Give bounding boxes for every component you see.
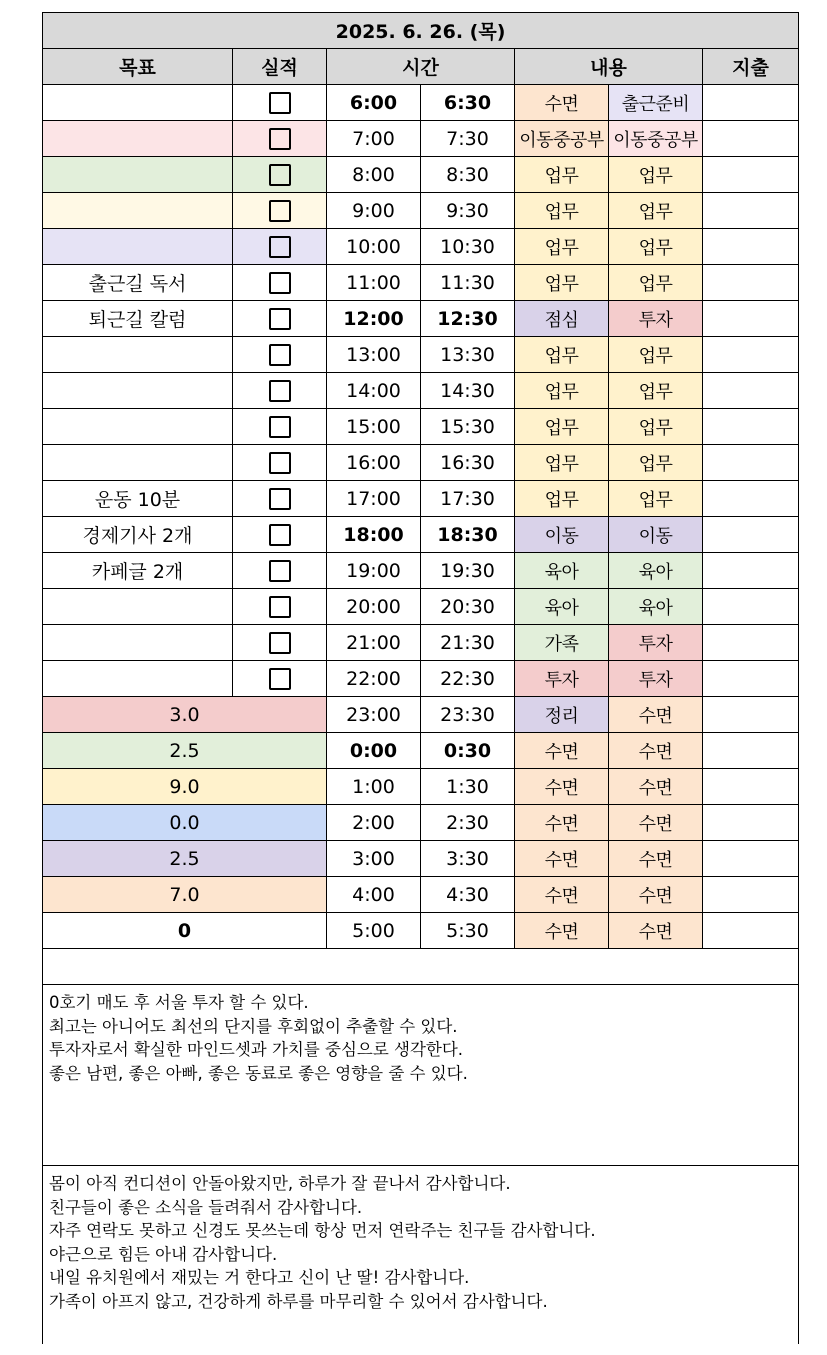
time-end: 15:30 <box>421 409 515 445</box>
checkbox[interactable] <box>269 488 291 510</box>
content-cell[interactable]: 업무 <box>609 265 703 301</box>
expense-cell[interactable] <box>703 553 799 589</box>
affirmation-line: 0호기 매도 후 서울 투자 할 수 있다. <box>49 993 309 1012</box>
time-start: 19:00 <box>327 553 421 589</box>
time-start: 14:00 <box>327 373 421 409</box>
checkbox[interactable] <box>269 200 291 222</box>
goal-score-cell[interactable]: 9.0 <box>43 769 327 805</box>
affirmation-line: 투자자로서 확실한 마인드셋과 가치를 중심으로 생각한다. <box>49 1040 464 1059</box>
time-end: 18:30 <box>421 517 515 553</box>
content-cell[interactable]: 수면 <box>515 805 609 841</box>
done-cell[interactable] <box>233 553 327 589</box>
done-cell[interactable] <box>233 409 327 445</box>
table-row <box>43 301 799 337</box>
content-cell[interactable]: 수면 <box>609 697 703 733</box>
time-end: 8:30 <box>421 157 515 193</box>
content-cell[interactable]: 이동 <box>515 517 609 553</box>
goal-score-cell[interactable]: 3.0 <box>43 697 327 733</box>
daily-planner-sheet <box>42 12 798 1344</box>
expense-cell[interactable] <box>703 589 799 625</box>
time-end: 23:30 <box>421 697 515 733</box>
time-start: 4:00 <box>327 877 421 913</box>
time-end: 6:30 <box>421 85 515 121</box>
gratitude-line: 가족이 아프지 않고, 건강하게 하루를 마무리할 수 있어서 감사합니다. <box>49 1291 548 1311</box>
checkbox[interactable] <box>269 308 291 330</box>
done-cell[interactable] <box>233 337 327 373</box>
content-cell[interactable]: 수면 <box>609 841 703 877</box>
date-title: 2025. 6. 26. (목) <box>43 13 799 49</box>
time-start: 23:00 <box>327 697 421 733</box>
done-cell[interactable] <box>233 265 327 301</box>
table-row <box>43 229 799 265</box>
table-row <box>43 877 799 913</box>
table-row <box>43 805 799 841</box>
affirmation-line: 좋은 남편, 좋은 아빠, 좋은 동료로 좋은 영향을 줄 수 있다. <box>49 1063 468 1083</box>
time-end: 5:30 <box>421 913 515 949</box>
table-row <box>43 121 799 157</box>
table-row <box>43 841 799 877</box>
header-expense: 지출 <box>703 49 799 85</box>
time-start: 7:00 <box>327 121 421 157</box>
goal-cell[interactable]: 경제기사 2개 <box>43 517 233 553</box>
checkbox[interactable] <box>269 92 291 114</box>
content-cell[interactable]: 업무 <box>609 337 703 373</box>
goal-cell[interactable] <box>43 193 233 229</box>
expense-cell[interactable] <box>703 373 799 409</box>
expense-cell[interactable] <box>703 337 799 373</box>
gratitude-line: 친구들이 좋은 소식을 들려줘서 감사합니다. <box>49 1197 363 1217</box>
time-end: 22:30 <box>421 661 515 697</box>
time-start: 6:00 <box>327 85 421 121</box>
header-content: 내용 <box>515 49 703 85</box>
expense-cell[interactable] <box>703 265 799 301</box>
expense-cell[interactable] <box>703 625 799 661</box>
content-cell[interactable]: 육아 <box>609 553 703 589</box>
table-row <box>43 445 799 481</box>
time-start: 12:00 <box>327 301 421 337</box>
affirmation-line: 최고는 아니어도 최선의 단지를 후회없이 추출할 수 있다. <box>49 1016 458 1036</box>
expense-cell[interactable] <box>703 193 799 229</box>
expense-cell[interactable] <box>703 841 799 877</box>
expense-cell[interactable] <box>703 913 799 949</box>
table-row <box>43 697 799 733</box>
done-cell[interactable] <box>233 661 327 697</box>
expense-cell[interactable] <box>703 229 799 265</box>
gratitude-box[interactable] <box>43 1166 799 1345</box>
gratitude-line: 야근으로 힘든 아내 감사합니다. <box>49 1244 278 1264</box>
goal-cell[interactable] <box>43 409 233 445</box>
time-start: 17:00 <box>327 481 421 517</box>
expense-cell[interactable] <box>703 85 799 121</box>
time-start: 18:00 <box>327 517 421 553</box>
goal-cell[interactable]: 퇴근길 칼럼 <box>43 301 233 337</box>
goal-cell[interactable] <box>43 337 233 373</box>
checkbox[interactable] <box>269 524 291 546</box>
content-cell[interactable]: 업무 <box>515 373 609 409</box>
time-start: 0:00 <box>327 733 421 769</box>
header-time: 시간 <box>327 49 515 85</box>
content-cell[interactable]: 육아 <box>609 589 703 625</box>
time-start: 2:00 <box>327 805 421 841</box>
checkbox[interactable] <box>269 272 291 294</box>
gratitude-line: 몸이 아직 컨디션이 안돌아왔지만, 하루가 잘 끝나서 감사합니다. <box>49 1174 511 1193</box>
time-end: 21:30 <box>421 625 515 661</box>
content-cell[interactable]: 업무 <box>609 409 703 445</box>
content-cell[interactable]: 정리 <box>515 697 609 733</box>
time-start: 10:00 <box>327 229 421 265</box>
goal-cell[interactable] <box>43 157 233 193</box>
table-row <box>43 517 799 553</box>
expense-cell[interactable] <box>703 481 799 517</box>
done-cell[interactable] <box>233 589 327 625</box>
time-end: 7:30 <box>421 121 515 157</box>
content-cell[interactable]: 수면 <box>609 805 703 841</box>
done-cell[interactable] <box>233 229 327 265</box>
goal-cell[interactable]: 출근길 독서 <box>43 265 233 301</box>
checkbox[interactable] <box>269 560 291 582</box>
time-end: 3:30 <box>421 841 515 877</box>
content-cell[interactable]: 업무 <box>609 157 703 193</box>
expense-cell[interactable] <box>703 517 799 553</box>
goal-score-cell[interactable]: 0 <box>43 913 327 949</box>
table-row <box>43 733 799 769</box>
table-row <box>43 625 799 661</box>
content-cell[interactable]: 투자 <box>515 661 609 697</box>
content-cell[interactable]: 점심 <box>515 301 609 337</box>
affirmations-box[interactable] <box>43 985 799 1166</box>
time-end: 17:30 <box>421 481 515 517</box>
time-end: 4:30 <box>421 877 515 913</box>
time-end: 14:30 <box>421 373 515 409</box>
expense-cell[interactable] <box>703 121 799 157</box>
content-cell[interactable]: 업무 <box>609 481 703 517</box>
expense-cell[interactable] <box>703 733 799 769</box>
time-start: 22:00 <box>327 661 421 697</box>
time-start: 11:00 <box>327 265 421 301</box>
blank-row <box>43 949 799 985</box>
expense-cell[interactable] <box>703 697 799 733</box>
content-cell[interactable]: 이동중공부 <box>515 121 609 157</box>
time-end: 2:30 <box>421 805 515 841</box>
expense-cell[interactable] <box>703 301 799 337</box>
time-start: 8:00 <box>327 157 421 193</box>
time-start: 13:00 <box>327 337 421 373</box>
content-cell[interactable]: 육아 <box>515 589 609 625</box>
time-end: 20:30 <box>421 589 515 625</box>
table-row <box>43 265 799 301</box>
content-cell[interactable]: 업무 <box>515 445 609 481</box>
done-cell[interactable] <box>233 625 327 661</box>
content-cell[interactable]: 업무 <box>515 265 609 301</box>
goal-cell[interactable] <box>43 625 233 661</box>
content-cell[interactable]: 수면 <box>515 913 609 949</box>
table-row <box>43 913 799 949</box>
content-cell[interactable]: 업무 <box>515 157 609 193</box>
time-end: 0:30 <box>421 733 515 769</box>
done-cell[interactable] <box>233 193 327 229</box>
content-cell[interactable]: 수면 <box>609 769 703 805</box>
checkbox[interactable] <box>269 164 291 186</box>
header-done: 실적 <box>233 49 327 85</box>
content-cell[interactable]: 수면 <box>609 877 703 913</box>
content-cell[interactable]: 수면 <box>515 877 609 913</box>
table-row <box>43 409 799 445</box>
table-row <box>43 481 799 517</box>
goal-cell[interactable] <box>43 85 233 121</box>
goal-score-cell[interactable]: 2.5 <box>43 841 327 877</box>
content-cell[interactable]: 가족 <box>515 625 609 661</box>
checkbox[interactable] <box>269 596 291 618</box>
goal-score-cell[interactable]: 0.0 <box>43 805 327 841</box>
table-row <box>43 769 799 805</box>
done-cell[interactable] <box>233 481 327 517</box>
done-cell[interactable] <box>233 85 327 121</box>
content-cell[interactable]: 업무 <box>609 445 703 481</box>
time-start: 21:00 <box>327 625 421 661</box>
checkbox[interactable] <box>269 380 291 402</box>
goal-cell[interactable] <box>43 661 233 697</box>
content-cell[interactable]: 수면 <box>515 769 609 805</box>
time-end: 9:30 <box>421 193 515 229</box>
time-start: 9:00 <box>327 193 421 229</box>
checkbox[interactable] <box>269 416 291 438</box>
content-cell[interactable]: 업무 <box>515 193 609 229</box>
done-cell[interactable] <box>233 445 327 481</box>
time-start: 20:00 <box>327 589 421 625</box>
time-end: 11:30 <box>421 265 515 301</box>
goal-cell[interactable] <box>43 229 233 265</box>
content-cell[interactable]: 수면 <box>515 733 609 769</box>
done-cell[interactable] <box>233 121 327 157</box>
time-start: 5:00 <box>327 913 421 949</box>
expense-cell[interactable] <box>703 769 799 805</box>
time-end: 12:30 <box>421 301 515 337</box>
expense-cell[interactable] <box>703 805 799 841</box>
content-cell[interactable]: 업무 <box>609 373 703 409</box>
checkbox[interactable] <box>269 452 291 474</box>
content-cell[interactable]: 투자 <box>609 301 703 337</box>
table-row <box>43 337 799 373</box>
table-row <box>43 193 799 229</box>
content-cell[interactable]: 투자 <box>609 625 703 661</box>
gratitude-line: 내일 유치원에서 재밌는 거 한다고 신이 난 딸! 감사합니다. <box>49 1268 470 1287</box>
time-start: 15:00 <box>327 409 421 445</box>
content-cell[interactable]: 출근준비 <box>609 85 703 121</box>
table-row <box>43 661 799 697</box>
planner-table <box>42 12 799 1344</box>
time-end: 13:30 <box>421 337 515 373</box>
content-cell[interactable]: 수면 <box>515 841 609 877</box>
goal-score-cell[interactable]: 2.5 <box>43 733 327 769</box>
time-end: 10:30 <box>421 229 515 265</box>
expense-cell[interactable] <box>703 661 799 697</box>
content-cell[interactable]: 이동중공부 <box>609 121 703 157</box>
checkbox[interactable] <box>269 128 291 150</box>
expense-cell[interactable] <box>703 877 799 913</box>
time-end: 1:30 <box>421 769 515 805</box>
checkbox[interactable] <box>269 668 291 690</box>
content-cell[interactable]: 업무 <box>609 229 703 265</box>
table-row <box>43 589 799 625</box>
expense-cell[interactable] <box>703 157 799 193</box>
content-cell[interactable]: 투자 <box>609 661 703 697</box>
content-cell[interactable]: 수면 <box>515 85 609 121</box>
goal-cell[interactable] <box>43 445 233 481</box>
time-start: 3:00 <box>327 841 421 877</box>
content-cell[interactable]: 수면 <box>609 913 703 949</box>
content-cell[interactable]: 업무 <box>609 193 703 229</box>
time-start: 1:00 <box>327 769 421 805</box>
goal-score-cell[interactable]: 7.0 <box>43 877 327 913</box>
goal-cell[interactable]: 운동 10분 <box>43 481 233 517</box>
table-row <box>43 373 799 409</box>
done-cell[interactable] <box>233 517 327 553</box>
schedule-rows <box>43 85 799 949</box>
goal-cell[interactable] <box>43 121 233 157</box>
table-row <box>43 85 799 121</box>
goal-cell[interactable]: 카페글 2개 <box>43 553 233 589</box>
table-row <box>43 553 799 589</box>
checkbox[interactable] <box>269 344 291 366</box>
content-cell[interactable]: 업무 <box>515 229 609 265</box>
time-end: 16:30 <box>421 445 515 481</box>
content-cell[interactable]: 육아 <box>515 553 609 589</box>
table-row <box>43 157 799 193</box>
done-cell[interactable] <box>233 301 327 337</box>
goal-cell[interactable] <box>43 373 233 409</box>
time-end: 19:30 <box>421 553 515 589</box>
done-cell[interactable] <box>233 373 327 409</box>
checkbox[interactable] <box>269 632 291 654</box>
done-cell[interactable] <box>233 157 327 193</box>
content-cell[interactable]: 수면 <box>609 733 703 769</box>
time-start: 16:00 <box>327 445 421 481</box>
content-cell[interactable]: 업무 <box>515 409 609 445</box>
header-goal: 목표 <box>43 49 233 85</box>
gratitude-line: 자주 연락도 못하고 신경도 못쓰는데 항상 먼저 연락주는 친구들 감사합니다. <box>49 1221 596 1240</box>
expense-cell[interactable] <box>703 445 799 481</box>
expense-cell[interactable] <box>703 409 799 445</box>
checkbox[interactable] <box>269 236 291 258</box>
content-cell[interactable]: 이동 <box>609 517 703 553</box>
content-cell[interactable]: 업무 <box>515 337 609 373</box>
goal-cell[interactable] <box>43 589 233 625</box>
content-cell[interactable]: 업무 <box>515 481 609 517</box>
